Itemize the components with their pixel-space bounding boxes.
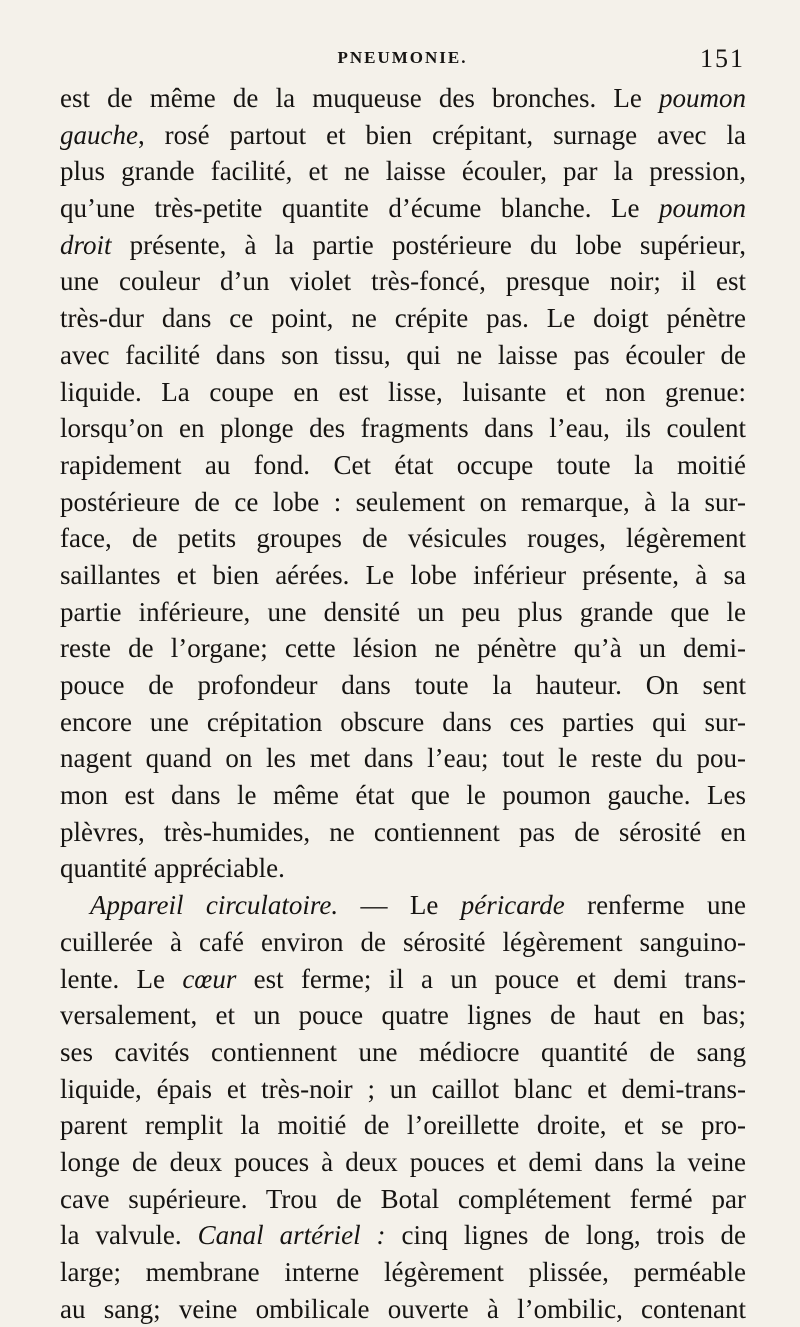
text-line — [60, 1034, 746, 1071]
text-line — [60, 924, 746, 961]
text-run: liquide. La coupe en est lisse, luisante et non grenue: — [60, 376, 746, 407]
text-line — [60, 850, 746, 887]
text-run: est de même de la muqueuse des bronches. Le — [60, 83, 659, 113]
text-run: avec facilité dans son tissu, qui ne laisse pas écouler de — [60, 339, 746, 370]
text-run: liquide, épais et très-noir ; un caillot blanc et demi-trans- — [60, 1073, 746, 1104]
text-run: une couleur d’un violet très-foncé, presque noir; il est — [60, 266, 746, 297]
page-number: 151 — [700, 44, 745, 73]
text-line — [60, 1181, 746, 1218]
text-line — [60, 374, 746, 411]
text-run: la valvule. — [60, 1220, 198, 1251]
text-line — [60, 740, 746, 777]
italic-text: Appareil circulatoire. — [90, 890, 339, 921]
text-line — [60, 667, 746, 704]
body-text — [60, 80, 746, 1327]
text-line — [60, 887, 746, 924]
text-line — [60, 520, 746, 557]
text-line — [60, 630, 746, 667]
text-line — [60, 484, 746, 521]
text-line — [60, 704, 746, 741]
text-run: , rosé partout et bien crépitant, surnage avec la — [137, 119, 746, 150]
text-run: — Le — [338, 890, 461, 921]
text-run: large; membrane interne légèrement plissée, perméable — [60, 1257, 746, 1287]
running-head — [60, 44, 745, 80]
text-run: lorsqu’on en plonge des fragments dans l’eau, ils coulent — [60, 413, 746, 444]
italic-text: péricarde — [460, 890, 565, 921]
text-run: reste de l’organe; cette lésion ne pénètre qu’à un demi- — [60, 633, 746, 664]
text-run: pouce de profondeur dans toute la hauteur. On sent — [60, 670, 746, 700]
text-run: encore une crépitation obscure dans ces parties qui sur- — [60, 706, 746, 737]
text-line — [60, 1217, 746, 1254]
text-line — [60, 117, 746, 154]
text-run: qu’une très-petite quantite d’écume blanche. Le — [60, 193, 659, 224]
text-line — [60, 447, 746, 484]
text-run: mon est dans le même état que le poumon gauche. Les — [60, 780, 746, 811]
text-line — [60, 300, 746, 337]
text-line — [60, 80, 746, 117]
text-run: ses cavités contiennent une médiocre quantité de sang — [60, 1036, 746, 1067]
text-run: saillantes et bien aérées. Le lobe inférieur présente, à sa — [60, 559, 746, 590]
text-line — [60, 594, 746, 631]
text-run: versalement, et un pouce quatre lignes de haut en bas; — [60, 1000, 746, 1031]
text-line — [60, 190, 746, 227]
text-line — [60, 227, 746, 264]
italic-text: poumon — [659, 83, 746, 113]
text-run: très-dur dans ce point, ne crépite pas. Le doigt pénètre — [60, 303, 746, 334]
text-line — [60, 777, 746, 814]
text-run: au sang; veine ombilicale ouverte à l’ombilic, contenant — [60, 1293, 746, 1324]
text-run: plus grande facilité, et ne laisse écouler, par la pression, — [60, 156, 746, 187]
text-run: cinq lignes de long, trois de — [385, 1220, 746, 1251]
text-run: parent remplit la moitié de l’oreillette droite, et se pro- — [60, 1110, 746, 1141]
text-run: rapidement au fond. Cet état occupe toute la moitié — [60, 449, 746, 480]
italic-text: cœur — [182, 963, 237, 994]
text-run: nagent quand on les met dans l’eau; tout le reste du pou- — [60, 743, 746, 774]
text-line — [60, 263, 746, 300]
text-run: est ferme; il a un pouce et demi trans- — [236, 963, 746, 994]
text-line — [60, 1254, 746, 1291]
text-line — [60, 410, 746, 447]
text-run: quantité appréciable. — [60, 853, 285, 884]
running-head-title: PNEUMONIE. — [337, 48, 468, 67]
text-line — [60, 1071, 746, 1108]
text-run: partie inférieure, une densité un peu plus grande que le — [60, 596, 746, 627]
text-line — [60, 1291, 746, 1327]
text-line — [60, 814, 746, 851]
text-run: lente. Le — [60, 963, 183, 994]
text-run: présente, à la partie postérieure du lobe supérieur, — [111, 229, 746, 260]
italic-text: droit — [60, 229, 112, 260]
text-line — [60, 557, 746, 594]
text-run: renferme une — [564, 890, 746, 921]
text-run: postérieure de ce lobe : seulement on remarque, à la sur- — [60, 486, 746, 517]
italic-text: poumon — [659, 193, 746, 224]
text-run: plèvres, très-humides, ne contiennent pas de sérosité en — [60, 816, 746, 847]
text-run: cave supérieure. Trou de Botal complétement fermé par — [60, 1183, 746, 1214]
text-line — [60, 961, 746, 998]
text-run: face, de petits groupes de vésicules rouges, légèrement — [60, 523, 746, 554]
text-line — [60, 1144, 746, 1181]
italic-text: gauche — [60, 119, 138, 150]
text-line — [60, 1107, 746, 1144]
italic-text: Canal artériel : — [197, 1220, 386, 1251]
text-line — [60, 337, 746, 374]
text-run: cuillerée à café environ de sérosité légèrement sanguino- — [60, 926, 746, 957]
text-line — [60, 997, 746, 1034]
text-run: longe de deux pouces à deux pouces et demi dans la veine — [60, 1146, 746, 1177]
text-line — [60, 153, 746, 190]
